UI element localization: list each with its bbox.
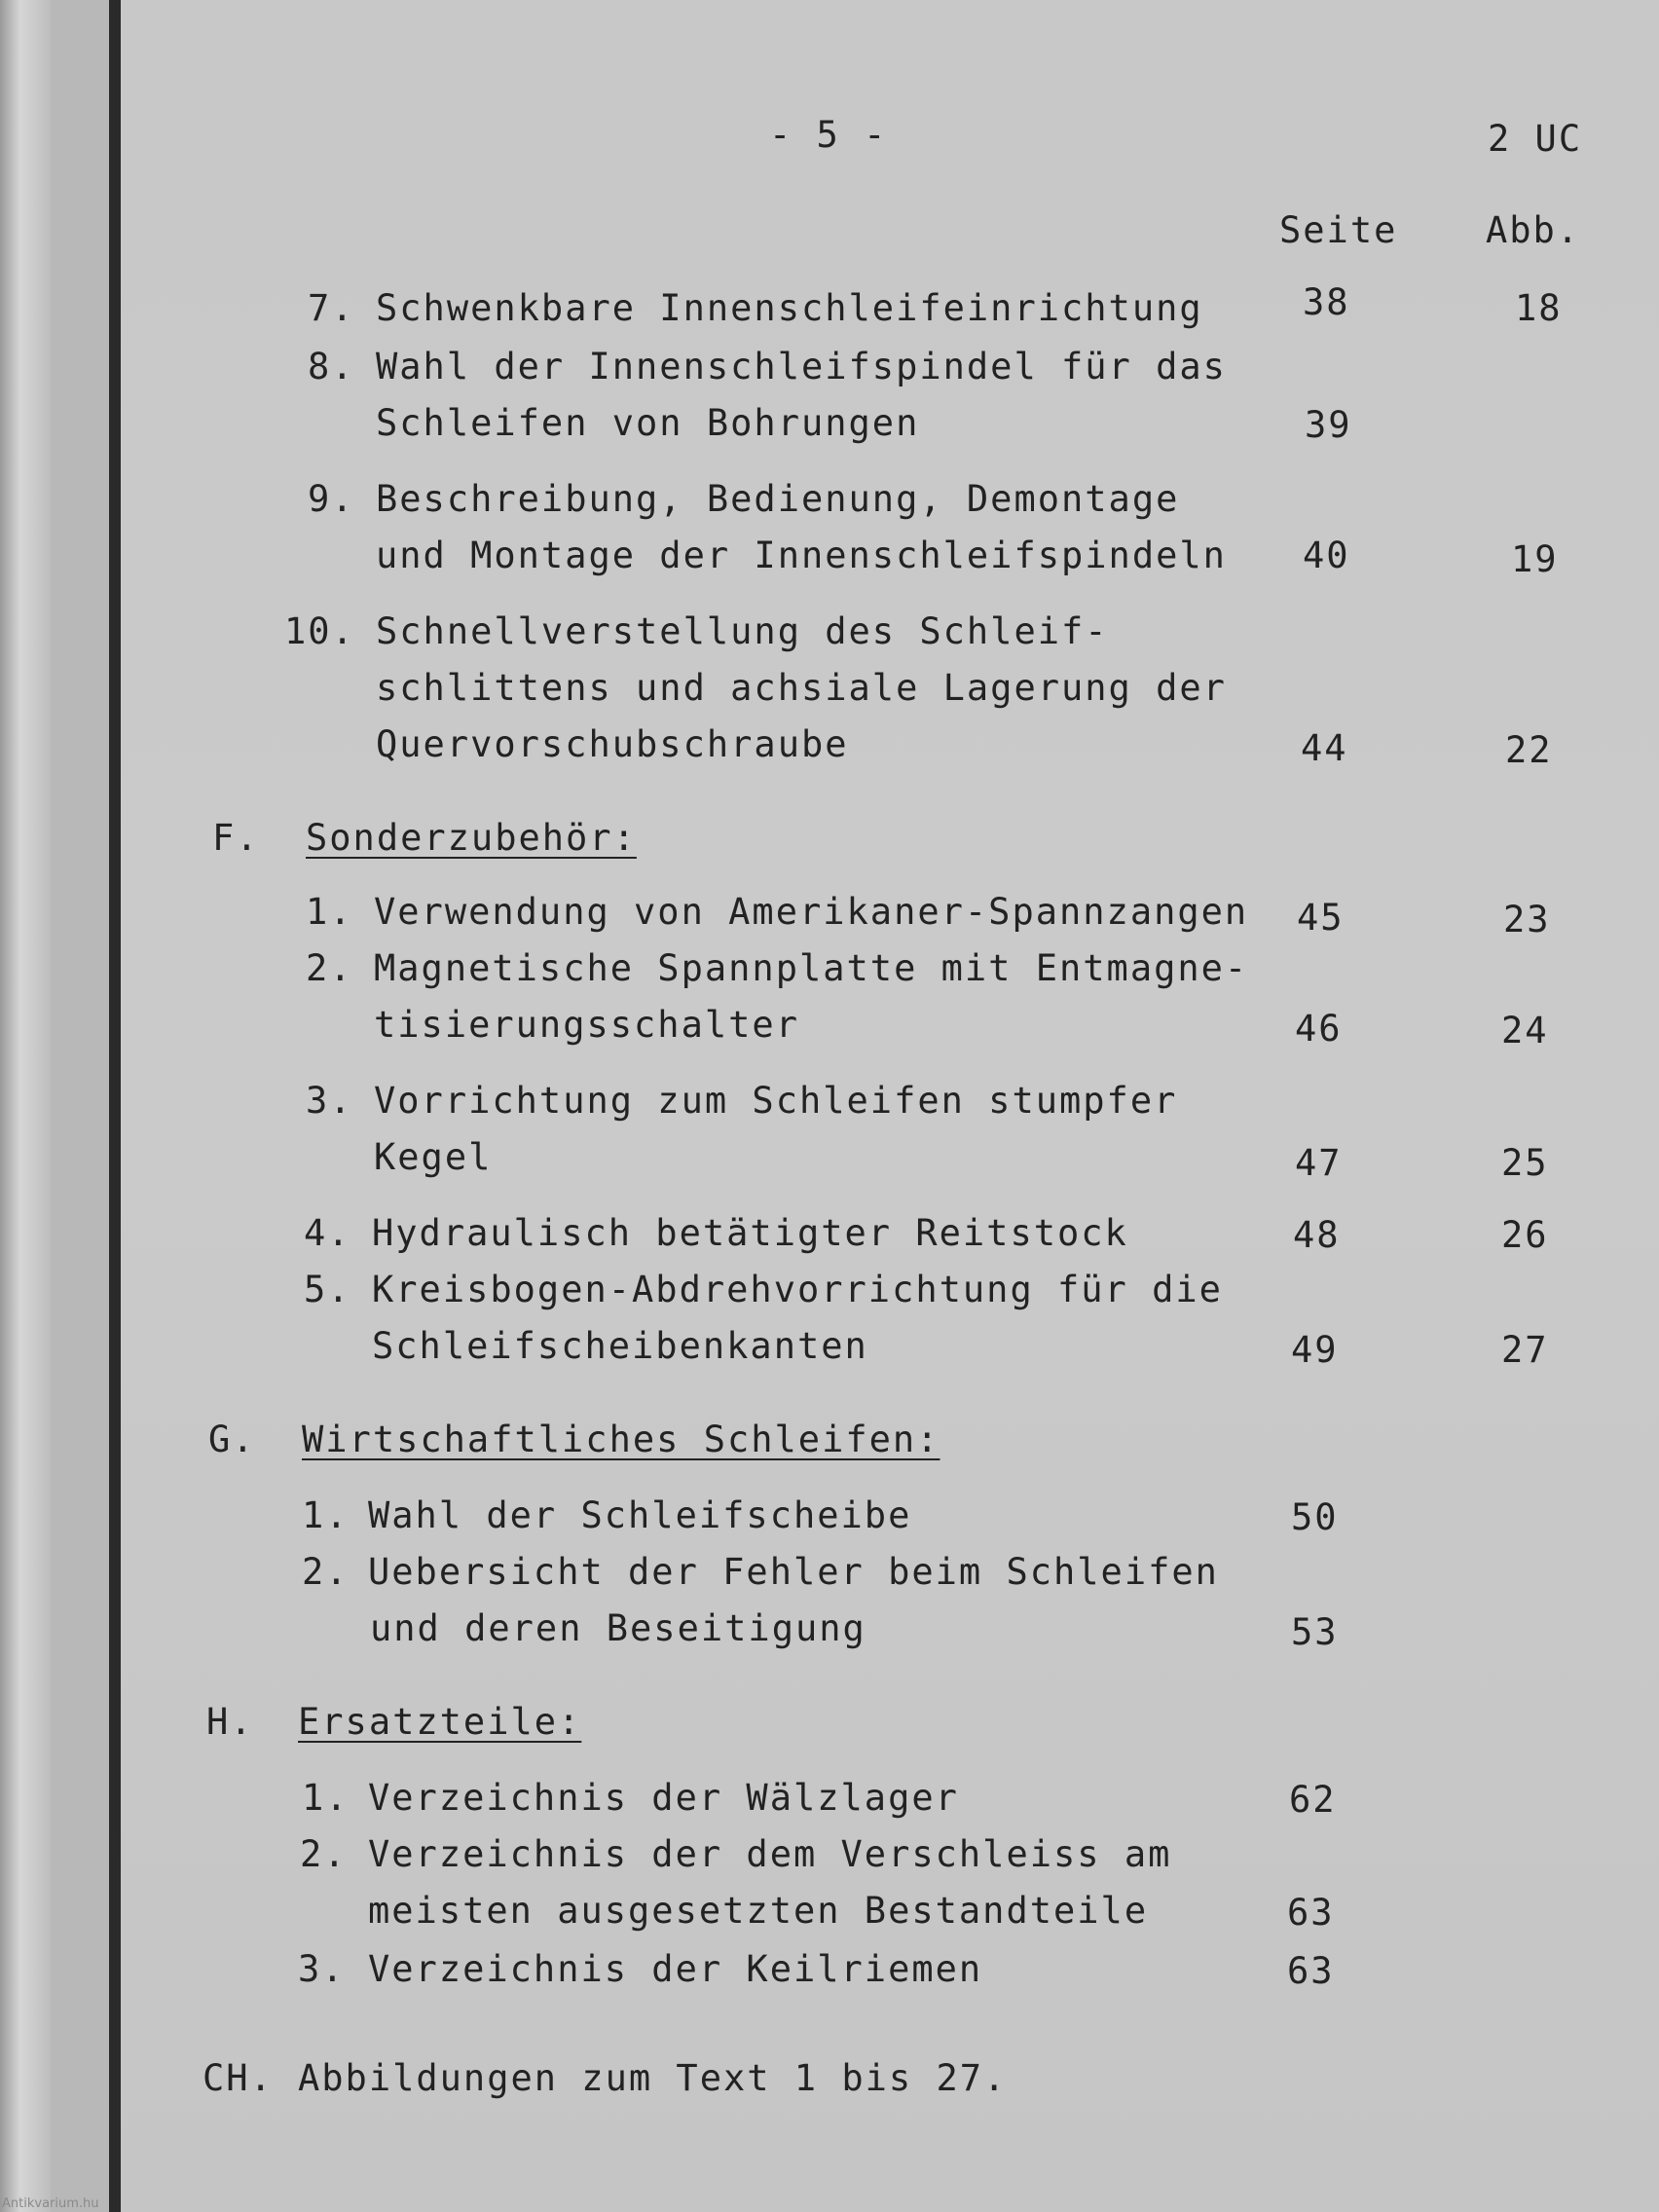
entry-text: Hydraulisch betätigter Reitstock: [372, 1212, 1128, 1254]
entry-figure: 24: [1501, 1010, 1549, 1051]
entry-number: 2.: [302, 1551, 350, 1593]
entry-number: 2.: [300, 1833, 348, 1875]
entry-text: Kegel: [374, 1136, 493, 1178]
section-letter: CH.: [203, 2057, 274, 2099]
entry-number: 4.: [304, 1212, 351, 1254]
entry-text: Verzeichnis der Wälzlager: [368, 1777, 959, 1819]
entry-page: 44: [1301, 727, 1348, 769]
entry-number: 7.: [308, 287, 355, 329]
entry-figure: 27: [1501, 1329, 1549, 1371]
page-number: - 5 -: [769, 114, 888, 156]
section-text: Abbildungen zum Text 1 bis 27.: [298, 2057, 1008, 2099]
entry-page: 39: [1305, 404, 1352, 446]
page-edge-shadow: [51, 0, 109, 2212]
entry-number: 10.: [284, 610, 355, 652]
entry-number: 5.: [304, 1269, 351, 1310]
entry-page: 62: [1289, 1779, 1337, 1821]
entry-text: Schwenkbare Innenschleifeinrichtung: [376, 287, 1203, 329]
entry-text: schlittens und achsiale Lagerung der: [376, 667, 1227, 709]
entry-figure: 22: [1505, 729, 1553, 771]
entry-text: Schleifscheibenkanten: [372, 1325, 868, 1367]
watermark: Antikvarium.hu: [2, 2196, 99, 2211]
entry-page: 47: [1295, 1142, 1343, 1184]
section-title: Wirtschaftliches Schleifen:: [302, 1419, 940, 1460]
entry-figure: 23: [1503, 899, 1551, 940]
entry-page: 49: [1291, 1329, 1339, 1371]
entry-page: 38: [1303, 281, 1350, 323]
entry-text: meisten ausgesetzten Bestandteile: [368, 1890, 1149, 1932]
entry-text: Uebersicht der Fehler beim Schleifen: [368, 1551, 1219, 1593]
document-code: 2 UC: [1488, 118, 1583, 160]
section-letter: F.: [212, 817, 260, 859]
entry-text: Schnellverstellung des Schleif-: [376, 610, 1109, 652]
entry-page: 53: [1291, 1611, 1339, 1653]
entry-page: 48: [1293, 1214, 1341, 1256]
entry-text: und deren Beseitigung: [370, 1607, 866, 1649]
entry-page: 40: [1303, 535, 1350, 576]
page-edge: [0, 0, 51, 2212]
entry-number: 9.: [308, 478, 355, 520]
entry-number: 3.: [298, 1948, 346, 1990]
entry-number: 8.: [308, 346, 355, 387]
entry-figure: 18: [1515, 287, 1563, 329]
entry-text: Kreisbogen-Abdrehvorrichtung für die: [372, 1269, 1223, 1310]
binding-edge: [109, 0, 121, 2212]
entry-text: Verwendung von Amerikaner-Spannzangen: [374, 891, 1249, 933]
entry-text: Wahl der Innenschleifspindel für das: [376, 346, 1227, 387]
entry-number: 2.: [306, 947, 353, 989]
entry-text: Wahl der Schleifscheibe: [368, 1494, 912, 1536]
entry-text: Schleifen von Bohrungen: [376, 402, 920, 444]
entry-text: tisierungsschalter: [374, 1004, 799, 1046]
entry-figure: 25: [1501, 1142, 1549, 1184]
entry-text: Quervorschubschraube: [376, 723, 849, 765]
entry-text: und Montage der Innenschleifspindeln: [376, 535, 1227, 576]
entry-text: Magnetische Spannplatte mit Entmagne-: [374, 947, 1249, 989]
entry-page: 46: [1295, 1008, 1343, 1050]
entry-number: 3.: [306, 1080, 353, 1122]
section-title: Ersatzteile:: [298, 1701, 582, 1743]
entry-page: 63: [1287, 1950, 1335, 1992]
entry-figure: 19: [1511, 538, 1559, 580]
entry-number: 1.: [302, 1494, 350, 1536]
entry-page: 63: [1287, 1892, 1335, 1934]
entry-number: 1.: [302, 1777, 350, 1819]
section-letter: H.: [206, 1701, 254, 1743]
entry-text: Verzeichnis der Keilriemen: [368, 1948, 983, 1990]
entry-page: 50: [1291, 1496, 1339, 1538]
section-title: Sonderzubehör:: [306, 817, 637, 859]
entry-text: Beschreibung, Bedienung, Demontage: [376, 478, 1180, 520]
section-letter: G.: [208, 1419, 256, 1460]
entry-page: 45: [1297, 897, 1345, 939]
entry-number: 1.: [306, 891, 353, 933]
column-header-page: Seite: [1279, 209, 1398, 251]
entry-figure: 26: [1501, 1214, 1549, 1256]
entry-text: Vorrichtung zum Schleifen stumpfer: [374, 1080, 1178, 1122]
entry-text: Verzeichnis der dem Verschleiss am: [368, 1833, 1172, 1875]
column-header-figure: Abb.: [1486, 209, 1581, 251]
